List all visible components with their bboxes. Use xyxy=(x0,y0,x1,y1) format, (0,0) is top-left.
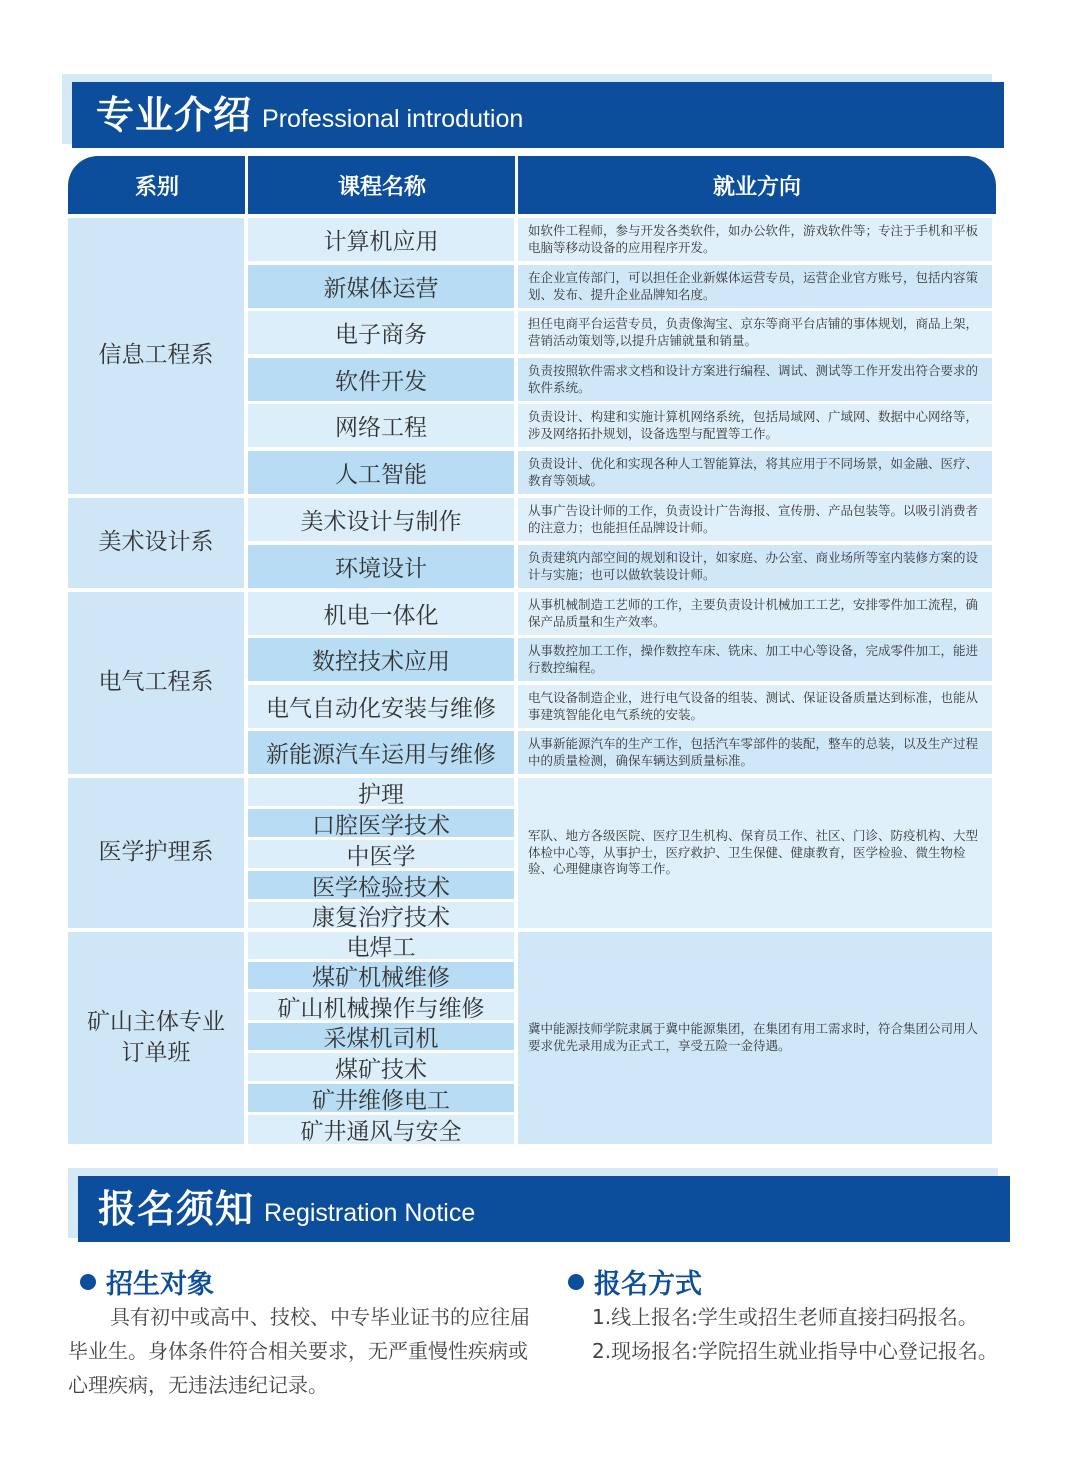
course-cell: 煤矿机械维修 xyxy=(248,962,514,989)
targets-title: 招生对象 xyxy=(106,1269,214,1300)
method-item: 1.线上报名:学生或招生老师直接扫码报名。 xyxy=(592,1305,978,1329)
course-cell: 电焊工 xyxy=(248,932,514,959)
dept-mining: 矿山主体专业 订单班 xyxy=(68,932,244,1144)
bullet-icon xyxy=(80,1274,96,1290)
notice-banner xyxy=(68,1168,1010,1242)
method-item: 2.现场报名:学院招生就业指导中心登记报名。 xyxy=(592,1339,998,1363)
course-cell: 环境设计 xyxy=(248,545,514,588)
targets-text: 具有初中或高中、技校、中专毕业证书的应往届毕业生。身体条件符合相关要求，无严重慢性疾病或心理疾病，无违法违纪记录。 xyxy=(68,1305,530,1397)
notice-title-zh: 报名须知 xyxy=(98,1187,255,1231)
career-cell: 冀中能源技师学院隶属于冀中能源集团，在集团有用工需求时，符合集团公司用人要求优先录用成为正式工，享受五险一金待遇。 xyxy=(518,932,992,1144)
table-header xyxy=(68,156,996,214)
career-cell: 担任电商平台运营专员，负责像淘宝、京东等商平台店铺的事体规划，商品上架，营销活动策划等,以提升店铺就量和销量。 xyxy=(518,311,992,354)
course-cell: 电子商务 xyxy=(248,311,514,354)
course-cell: 康复治疗技术 xyxy=(248,902,514,928)
header-course: 课程名称 xyxy=(337,174,426,200)
dept-art: 美术设计系 xyxy=(68,498,244,588)
course-cell: 计算机应用 xyxy=(248,218,514,261)
course-cell: 采煤机司机 xyxy=(248,1023,514,1050)
dept-info: 信息工程系 xyxy=(68,218,244,494)
dept-medical: 医学护理系 xyxy=(68,778,244,928)
bullet-icon xyxy=(568,1274,584,1290)
course-cell: 新媒体运营 xyxy=(248,265,514,308)
course-cell: 矿井维修电工 xyxy=(248,1084,514,1112)
course-cell: 中医学 xyxy=(248,840,514,868)
intro-title-zh: 专业介绍 xyxy=(96,93,253,137)
course-cell: 煤矿技术 xyxy=(248,1053,514,1081)
career-cell: 负责建筑内部空间的规划和设计，如家庭、办公室、商业场所等室内装修方案的设计与实施；也可以做软装设计师。 xyxy=(518,545,992,588)
course-cell: 矿井通风与安全 xyxy=(248,1115,514,1144)
intro-banner xyxy=(62,74,1004,148)
course-cell: 软件开发 xyxy=(248,358,514,401)
intro-title-en: Professional introdution xyxy=(262,105,524,133)
career-cell: 负责设计、构建和实施计算机网络系统，包括局域网、广域网、数据中心网络等，涉及网络拓扑规划，设备选型与配置等工作。 xyxy=(518,404,992,447)
course-cell: 新能源汽车运用与维修 xyxy=(248,731,514,774)
course-cell: 电气自动化安装与维修 xyxy=(248,685,514,728)
header-department: 系别 xyxy=(134,174,179,200)
header-career: 就业方向 xyxy=(712,174,801,200)
methods-heading xyxy=(568,1262,702,1301)
career-cell: 电气设备制造企业，进行电气设备的组装、测试、保证设备质量达到标准，也能从事建筑智能化电气系统的安装。 xyxy=(518,685,992,728)
course-cell: 人工智能 xyxy=(248,451,514,494)
targets-heading xyxy=(80,1262,214,1301)
methods-title: 报名方式 xyxy=(594,1269,702,1300)
career-cell: 在企业宣传部门，可以担任企业新媒体运营专员，运营企业官方账号，包括内容策划、发布、提升企业品牌知名度。 xyxy=(518,265,992,308)
course-cell: 数控技术应用 xyxy=(248,638,514,681)
career-cell: 负责按照软件需求文档和设计方案进行编程、调试、测试等工作开发出符合要求的软件系统。 xyxy=(518,358,992,401)
course-cell: 医学检验技术 xyxy=(248,871,514,899)
course-cell: 美术设计与制作 xyxy=(248,498,514,541)
course-cell: 网络工程 xyxy=(248,404,514,447)
career-cell: 从事广告设计师的工作，负责设计广告海报、宣传册、产品包装等。以吸引消费者的注意力；也能担任品牌设计师。 xyxy=(518,498,992,541)
course-cell: 护理 xyxy=(248,778,514,806)
career-cell: 从事机械制造工艺师的工作，主要负责设计机械加工工艺，安排零件加工流程，确保产品质量和生产效率。 xyxy=(518,592,992,635)
course-cell: 机电一体化 xyxy=(248,592,514,635)
career-cell: 军队、地方各级医院、医疗卫生机构、保育员工作、社区、门诊、防疫机构、大型体检中心等，从事护士，医疗救护、卫生保健、健康教育，医学检验、微生物检验、心理健康咨询等工作。 xyxy=(518,778,992,928)
course-cell: 口腔医学技术 xyxy=(248,809,514,837)
career-cell: 如软件工程师，参与开发各类软件，如办公软件，游戏软件等；专注于手机和平板电脑等移动设备的应用程序开发。 xyxy=(518,218,992,261)
dept-electrical: 电气工程系 xyxy=(68,592,244,774)
career-cell: 从事新能源汽车的生产工作，包括汽车零部件的装配，整车的总装，以及生产过程中的质量检测，确保车辆达到质量标准。 xyxy=(518,731,992,774)
career-cell: 从事数控加工工作，操作数控车床、铣床、加工中心等设备，完成零件加工，能进行数控编程。 xyxy=(518,638,992,681)
career-cell: 负责设计、优化和实现各种人工智能算法，将其应用于不同场景，如金融、医疗、教育等领域。 xyxy=(518,451,992,494)
course-cell: 矿山机械操作与维修 xyxy=(248,992,514,1020)
notice-title-en: Registration Notice xyxy=(264,1199,476,1227)
